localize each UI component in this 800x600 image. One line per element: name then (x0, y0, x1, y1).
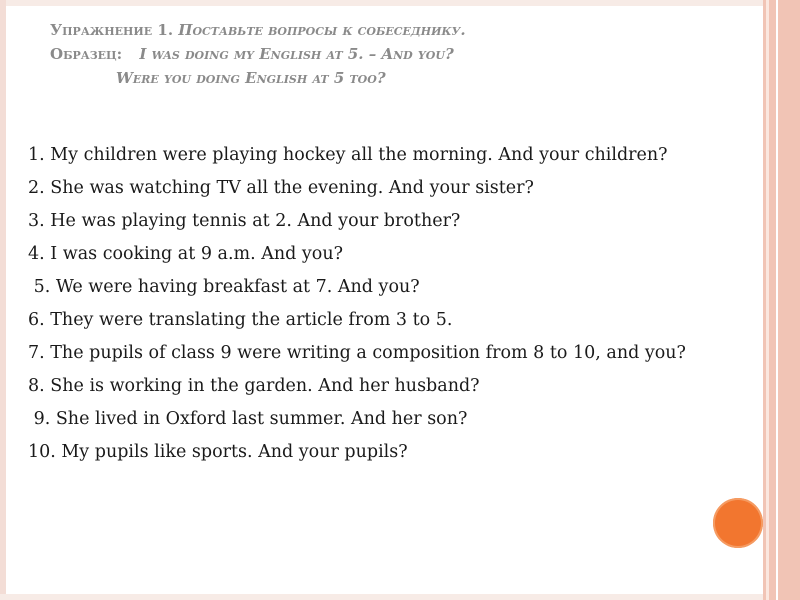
frame-top-border (0, 0, 800, 6)
example-label: Образец: (50, 45, 123, 63)
example-sentence: I was doing my English at 5. – And you? (139, 45, 454, 63)
list-item: 5. We were having breakfast at 7. And you? (28, 277, 420, 297)
frame-bottom-border (0, 594, 800, 600)
list-item: 3. He was playing tennis at 2. And your brother? (28, 211, 461, 231)
decorative-side-band (763, 0, 800, 600)
list-item: 1. My children were playing hockey all the morning. And your children? (28, 145, 668, 165)
exercise-list (28, 143, 728, 473)
list-item: 7. The pupils of class 9 were writing a composition from 8 to 10, and you? (28, 343, 686, 363)
list-item: 4. I was cooking at 9 a.m. And you? (28, 244, 343, 264)
list-item: 9. She lived in Oxford last summer. And her son? (28, 409, 468, 429)
example-answer: Were you doing English at 5 too? (116, 69, 386, 87)
decorative-circle-icon (713, 498, 763, 548)
list-item: 8. She is working in the garden. And her husband? (28, 376, 480, 396)
list-item: 10. My pupils like sports. And your pupils? (28, 442, 408, 462)
exercise-instruction: Поставьте вопросы к собеседнику. (178, 21, 466, 39)
exercise-label: Упражнение 1. (50, 21, 174, 39)
list-item: 6. They were translating the article from 3 to 5. (28, 310, 453, 330)
list-item: 2. She was watching TV all the evening. And your sister? (28, 178, 534, 198)
example-heading (50, 42, 690, 66)
frame-left-border (0, 0, 6, 600)
exercise-heading (50, 18, 690, 42)
slide-title (50, 18, 690, 90)
